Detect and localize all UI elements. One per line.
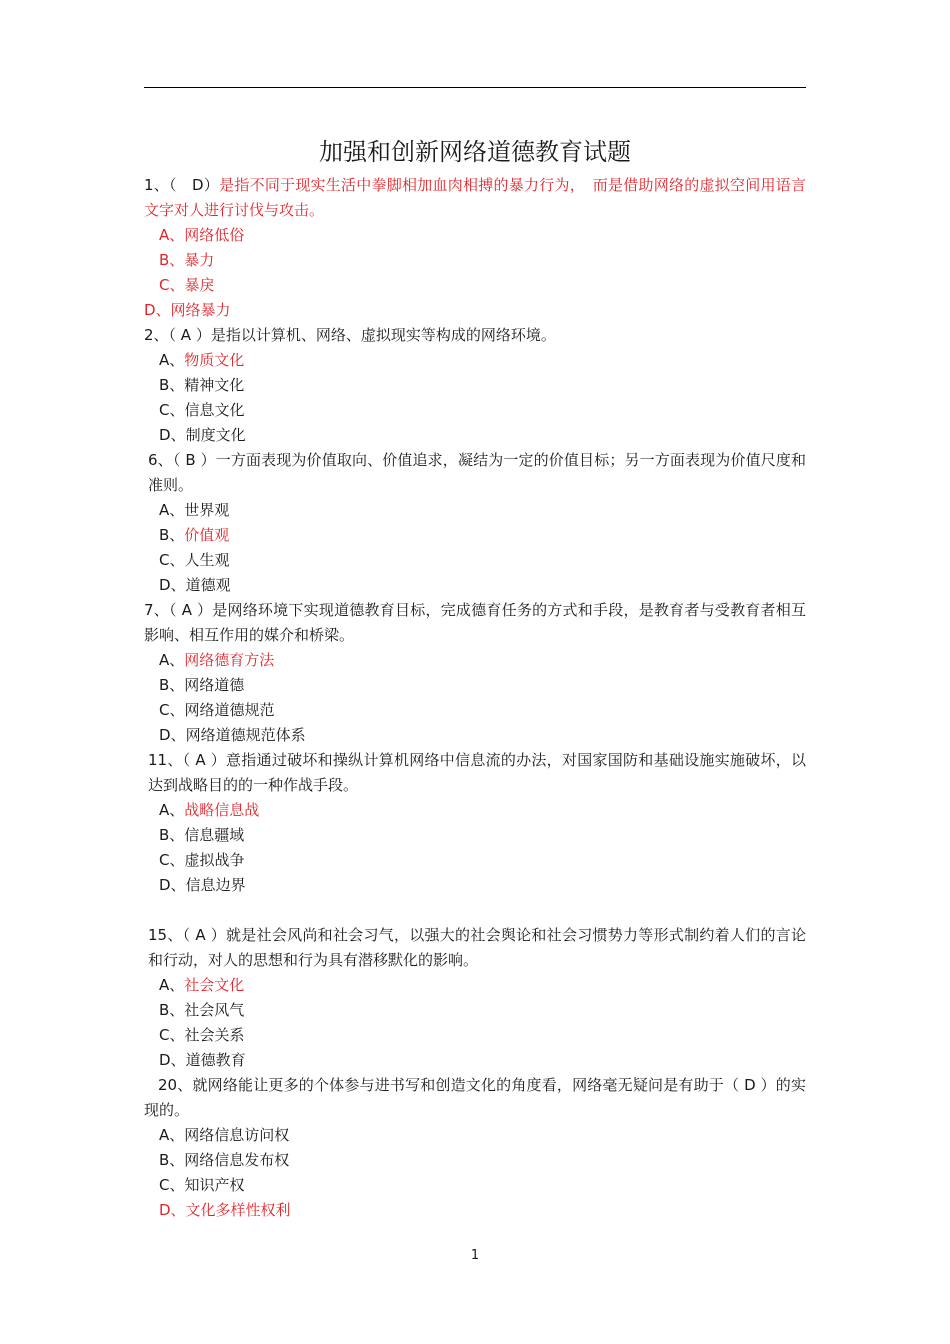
- question-20-option-c: C、知识产权: [159, 1176, 245, 1194]
- option-text: 网络道德规范: [184, 701, 275, 719]
- option-text: 信息疆域: [184, 826, 245, 844]
- option-text: 战略信息战: [184, 801, 260, 819]
- option-letter: D、: [159, 1051, 186, 1069]
- option-letter: B、: [159, 526, 185, 544]
- option-letter: D、: [159, 576, 186, 594]
- option-letter: B、: [159, 826, 185, 844]
- option-text: 信息文化: [184, 401, 245, 419]
- question-20-option-d: D、文化多样性权利: [159, 1201, 291, 1219]
- question-6-prefix: 6、（ B ）: [148, 451, 216, 469]
- question-11-prefix: 11、（ A ）: [148, 751, 227, 769]
- option-text: 社会关系: [184, 1026, 245, 1044]
- question-2: [144, 323, 806, 348]
- question-1-option-c: C、暴戾: [159, 276, 215, 294]
- option-letter: C、: [159, 701, 185, 719]
- option-letter: D、: [159, 876, 186, 894]
- question-6: [144, 448, 806, 498]
- option-text: 道德教育: [185, 1051, 246, 1069]
- option-letter: D、: [159, 426, 186, 444]
- option-letter: C、: [159, 1026, 185, 1044]
- question-15-prefix: 15、（ A ）: [148, 926, 227, 944]
- question-6-option-d: [144, 573, 806, 598]
- question-2-prefix: 2、（ A ）: [144, 326, 211, 344]
- option-text: 网络道德: [184, 676, 245, 694]
- option-letter: A、: [159, 801, 185, 819]
- option-text: 道德观: [185, 576, 231, 594]
- question-7-option-d: [144, 723, 806, 748]
- option-letter: C、: [159, 401, 185, 419]
- question-1-stem: 是指不同于现实生活中拳脚相加血肉相搏的暴力行为， 而是借助网络的虚拟空间用语言文字对人进行讨伐与攻击。: [144, 176, 806, 219]
- question-1-option-a: A、网络低俗: [159, 226, 245, 244]
- option-letter: A、: [159, 351, 185, 369]
- option-text: 精神文化: [184, 376, 245, 394]
- question-11-stem: 意指通过破坏和操纵计算机网络中信息流的办法，对国家国防和基础设施实施破坏，以达到战略目的的一种作战手段。: [148, 751, 806, 794]
- option-text: 网络德育方法: [184, 651, 275, 669]
- question-7-option-c: [144, 698, 806, 723]
- option-letter: B、: [159, 376, 185, 394]
- question-11-option-b: [144, 823, 806, 848]
- question-11-option-a: [144, 798, 806, 823]
- option-text: 制度文化: [185, 426, 246, 444]
- option-text: 社会风气: [184, 1001, 245, 1019]
- option-letter: B、: [159, 676, 185, 694]
- question-11: [144, 748, 806, 798]
- option-text: 物质文化: [184, 351, 245, 369]
- question-2-option-a: [144, 348, 806, 373]
- option-letter: C、: [159, 551, 185, 569]
- question-20-option-b: B、网络信息发布权: [159, 1151, 290, 1169]
- option-text: 价值观: [184, 526, 230, 544]
- question-6-stem: 一方面表现为价值取向、价值追求，凝结为一定的价值目标；另一方面表现为价值尺度和准则。: [148, 451, 806, 494]
- option-letter: A、: [159, 976, 185, 994]
- option-letter: C、: [159, 851, 185, 869]
- question-1: [144, 173, 806, 223]
- question-15-option-c: [144, 1023, 806, 1048]
- option-letter: A、: [159, 501, 185, 519]
- option-letter: A、: [159, 651, 185, 669]
- question-1-option-b: B、暴力: [159, 251, 215, 269]
- question-11-option-d: [144, 873, 806, 898]
- question-15-option-d: [144, 1048, 806, 1073]
- question-7-option-a: [144, 648, 806, 673]
- question-2-option-b: [144, 373, 806, 398]
- question-2-option-c: [144, 398, 806, 423]
- option-text: 人生观: [184, 551, 230, 569]
- question-7-stem: 是网络环境下实现道德教育目标，完成德育任务的方式和手段，是教育者与受教育者相互影响、相互作用的媒介和桥梁。: [144, 601, 806, 644]
- question-7-option-b: [144, 673, 806, 698]
- option-text: 网络道德规范体系: [185, 726, 306, 744]
- question-6-option-b: [144, 523, 806, 548]
- question-15: [144, 923, 806, 973]
- question-2-option-d: [144, 423, 806, 448]
- option-letter: D、: [159, 726, 186, 744]
- option-text: 虚拟战争: [184, 851, 245, 869]
- option-text: 世界观: [184, 501, 230, 519]
- question-11-option-c: [144, 848, 806, 873]
- question-list: [144, 173, 806, 1223]
- question-15-option-b: [144, 998, 806, 1023]
- question-20-option-a: A、网络信息访问权: [159, 1126, 290, 1144]
- option-letter: B、: [159, 1001, 185, 1019]
- question-2-stem: 是指以计算机、网络、虚拟现实等构成的网络环境。: [210, 326, 556, 344]
- blank-line: [144, 898, 806, 923]
- option-text: 信息边界: [185, 876, 246, 894]
- question-6-option-a: [144, 498, 806, 523]
- document-title: 加强和创新网络道德教育试题: [319, 138, 631, 166]
- question-1-option-d: D、网络暴力: [144, 301, 231, 319]
- question-15-stem: 就是社会风尚和社会习气，以强大的社会舆论和社会习惯势力等形式制约着人们的言论和行动，对人的思想和行为具有潜移默化的影响。: [148, 926, 806, 969]
- question-7: [144, 598, 806, 648]
- question-7-prefix: 7、（ A ）: [144, 601, 213, 619]
- page-number: 1: [470, 1248, 480, 1263]
- question-15-option-a: [144, 973, 806, 998]
- option-text: 社会文化: [184, 976, 245, 994]
- question-20: 20、就网络能让更多的个体参与进书写和创造文化的角度看，网络毫无疑问是有助于（ D ）的实现的。: [144, 1076, 806, 1119]
- question-1-prefix: 1、（ D）: [144, 176, 220, 194]
- question-6-option-c: [144, 548, 806, 573]
- header-rule: [144, 87, 806, 88]
